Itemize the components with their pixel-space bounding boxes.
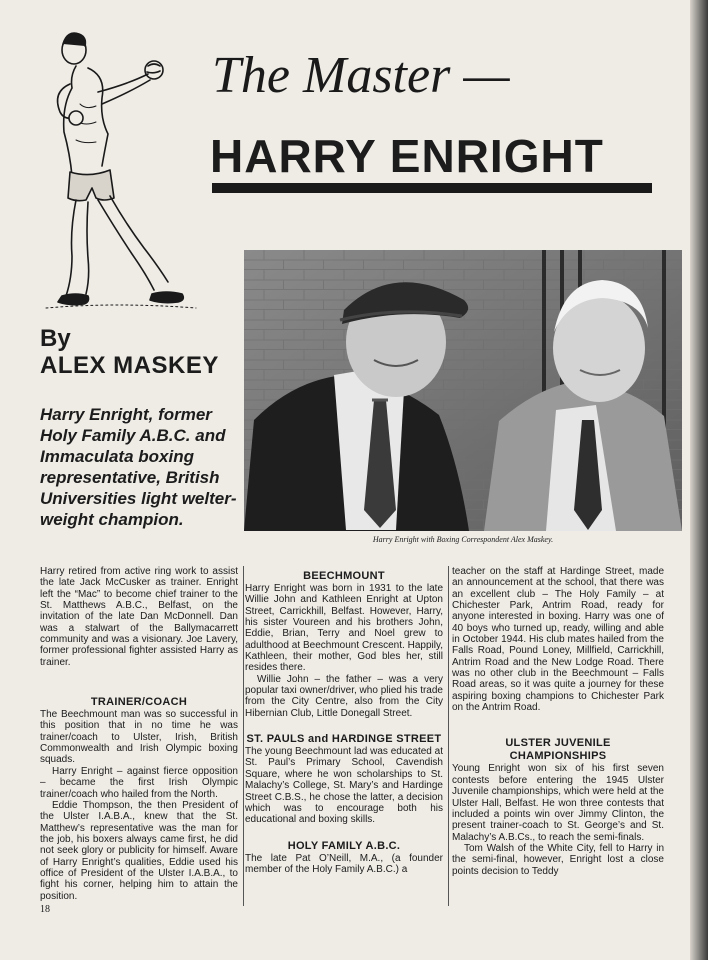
photo-caption: Harry Enright with Boxing Correspondent Alex Maskey. bbox=[372, 535, 554, 544]
standfirst: Harry Enright, former Holy Family A.B.C. and Immaculata boxing representative, British Universities light welter-weight champion. bbox=[40, 405, 237, 529]
col1-intro-paragraph: Harry retired from active ring work to assist the late Jack McCusker as trainer. Enright left the “Mac” to become chief trainer to the St. Matthews A.B.C., Belfast, on the invitation of the late Dan McDonnell. Dan was a stalwart of the Ballymacarrett community and was a visionary. Joe Lavery, former professional fighter assisted Harry as trainer. bbox=[40, 566, 238, 668]
column-rule-2 bbox=[448, 566, 449, 906]
subheading-ulster-juvenile-line2: CHAMPIONSHIPS bbox=[509, 750, 607, 763]
col1-paragraph-1: The Beechmount man was so successful in this position that in no time he was trainer/coach to Ulster, Irish, British Commonwealth and Irish Olympic boxing squads. bbox=[40, 709, 238, 766]
col2-paragraph-3: The young Beechmount lad was educated at St. Paul’s Primary School, Cavendish Square, where he won scholarships to St. Malachy’s College, St. Mary’s and Hardinge Street C.B.S., he chose the latter, a decision which was to encourage both his educational and boxing skills. bbox=[245, 746, 443, 826]
article-column-1 bbox=[40, 566, 238, 902]
subheading-ulster-juvenile-line1: ULSTER JUVENILE bbox=[505, 737, 611, 750]
col2-paragraph-2: Willie John – the father – was a very popular taxi owner/driver, who plied his trade from the City Centre, also from the City Hibernian Club, Little Donegall Street. bbox=[245, 673, 443, 719]
col3-paragraph-2: Young Enright won six of his first seven contests before entering the 1945 Ulster Juvenile championships, which were held at the Ulster Hall, Belfast. He won three contests that included a points win over Jimmy Clinton, the present trainer-coach to St. George’s and St. Malachy’s A.B.Cs., to reach the semi-finals. bbox=[452, 763, 664, 843]
article-column-2 bbox=[245, 566, 443, 875]
byline-author: ALEX MASKEY bbox=[40, 352, 219, 379]
col3-paragraph-1: teacher on the staff at Hardinge Street, made an announcement at the school, that there was an excellent club – The Holy Family – at Chichester Park, Antrim Road, ready for anyone interested in boxing. Harry was one of 40 boys who turned up, ready, willing and able in October 1944. His club mates hailed from the Falls Road, Pound Loney, Millfield, Carrickhill, Antrim Road and the New Lodge Road. There was no other club in the Beechmount – Falls Road areas, so it was quite a journey for these aspiring boxing champions to Chichester Park on the Antrim Road. bbox=[452, 566, 664, 714]
article-title-line1: The Master — bbox=[212, 47, 510, 104]
page-number: 18 bbox=[40, 904, 50, 915]
byline-by: By bbox=[40, 325, 71, 352]
col2-paragraph-4: The late Pat O’Neill, M.A., (a founder member of the Holy Family A.B.C.) a bbox=[245, 852, 443, 875]
two-men-portrait-photo-icon bbox=[244, 250, 682, 531]
subheading-holy-family: HOLY FAMILY A.B.C. bbox=[287, 839, 401, 852]
binding-spine-shadow bbox=[690, 0, 708, 960]
col3-paragraph-3: Tom Walsh of the White City, fell to Harry in the semi-final, however, Enright lost a close points decision to Teddy bbox=[452, 842, 664, 877]
boxer-illustration-icon bbox=[36, 22, 206, 322]
col1-paragraph-3: Eddie Thompson, the then President of the Ulster I.A.B.A., knew that the St. Matthew’s representative was the man for the job, his boxers always came first, he did not seek glory or publicity for himself. Aware of Harry Enright’s qualities, Eddie used his office of President of the Ulster I.A.B.A., to fight his corner, helping him to attain the position. bbox=[40, 799, 238, 902]
col1-paragraph-2: Harry Enright – against fierce opposition – became the first Irish Olympic trainer/coach who hailed from the North. bbox=[40, 765, 238, 800]
title-underline-rule bbox=[212, 183, 652, 193]
subheading-beechmount: BEECHMOUNT bbox=[303, 570, 385, 582]
subheading-st-pauls: ST. PAULS and HARDINGE STREET bbox=[246, 733, 442, 746]
column-rule-1 bbox=[243, 566, 244, 906]
subheading-trainer-coach: TRAINER/COACH bbox=[90, 696, 188, 709]
article-title-line2: HARRY ENRIGHT bbox=[210, 130, 604, 182]
article-column-3 bbox=[452, 566, 664, 877]
col2-paragraph-1: Harry Enright was born in 1931 to the late Willie John and Kathleen Enright at Upton Street, Carrickhill, Belfast. However, Harry, his sister Voureen and his brothers John, Eddie, Brian, Terry and Noel grew to adulthood at Beechmount Crescent. Happily, Kathleen, their mother, God bles her, still resides there. bbox=[245, 583, 443, 674]
